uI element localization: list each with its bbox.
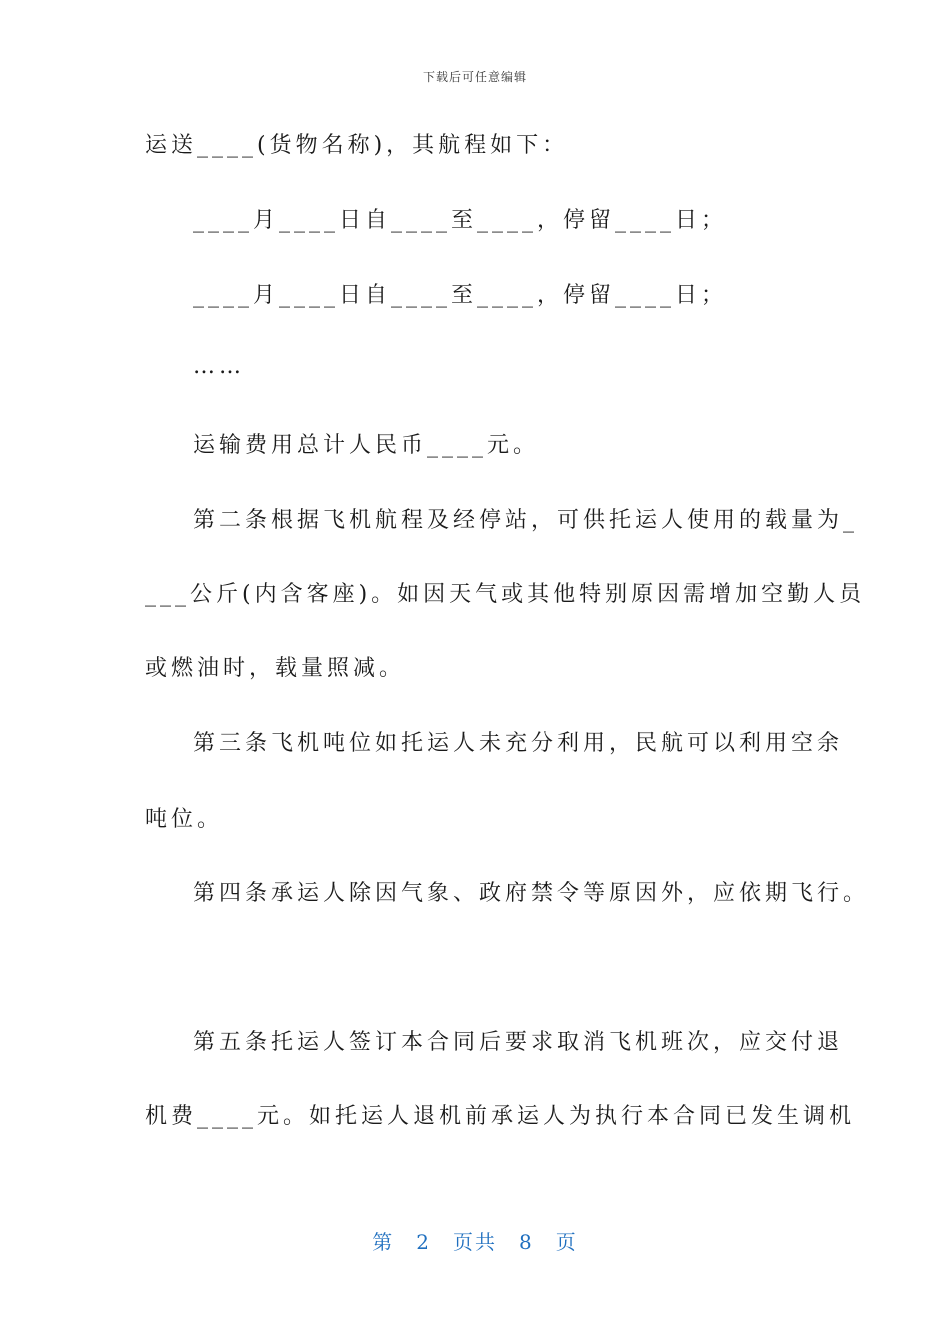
clause-3-line-1: 第三条飞机吨位如托运人未充分利用，民航可以利用空余 [193,731,844,756]
body-line-ellipsis: …… [193,354,245,379]
footer-page-number: 2 [416,1230,431,1254]
clause-5-line-2: 机费____元。如托运人退机前承运人为执行本合同已发生调机 [145,1104,856,1129]
body-line-route-2: ____月____日自____至____，停留____日； [193,283,728,308]
footer-total-pages: 8 [519,1230,534,1254]
clause-2-line-3: 或燃油时，载量照减。 [145,656,406,681]
clause-4-line-1: 第四条承运人除因气象、政府禁令等原因外，应依期飞行。 [193,881,870,906]
page-footer [0,1226,950,1255]
clause-2-line-1: 第二条根据飞机航程及经停站，可供托运人使用的载量为_ [193,508,859,533]
body-line-total-fee: 运输费用总计人民币____元。 [193,433,540,458]
clause-2-line-2: ___公斤(内含客座)。如因天气或其他特别原因需增加空勤人员 [145,582,866,607]
body-line-route-1: ____月____日自____至____，停留____日； [193,208,728,233]
body-line-transport: 运送____(货物名称)，其航程如下： [145,133,569,158]
footer-prefix: 第 [372,1230,395,1254]
footer-middle: 页共 [453,1230,497,1254]
clause-5-line-1: 第五条托运人签订本合同后要求取消飞机班次，应交付退 [193,1030,844,1055]
clause-3-line-2: 吨位。 [145,807,224,832]
header-note: 下载后可任意编辑 [422,70,527,84]
footer-suffix: 页 [555,1230,578,1254]
